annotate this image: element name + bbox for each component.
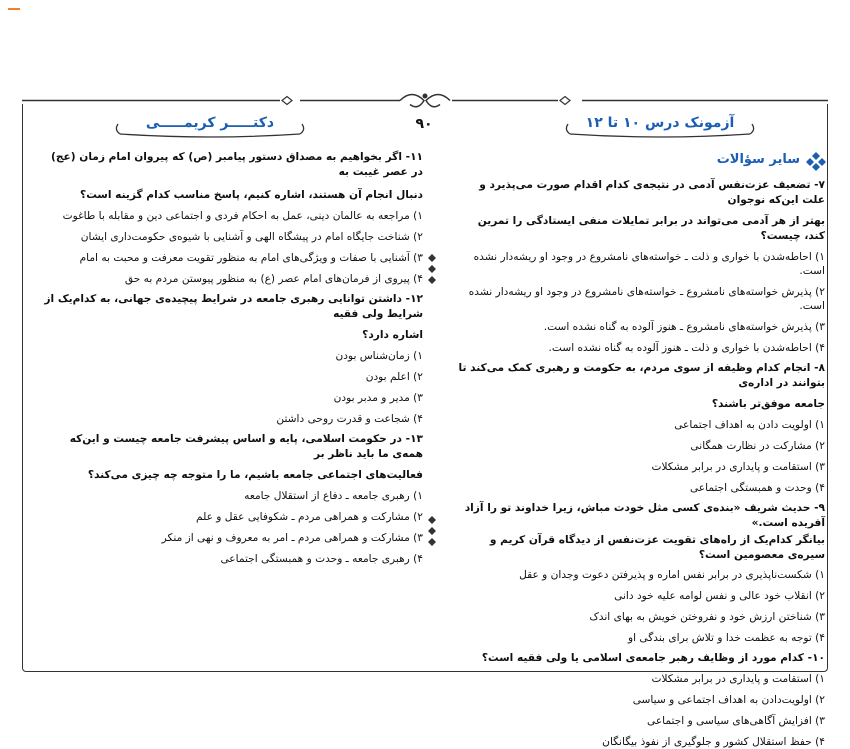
question-12 bbox=[38, 292, 423, 426]
section-title: سایر سؤالات bbox=[716, 152, 800, 167]
option: ۴) احاطه‌شدن با خواری و ذلت ـ هنوز آلوده به گناه نشده است. bbox=[548, 342, 825, 354]
question-text: ۸- انجام کدام وظیفه از سوی مردم، به حکومت و رهبری کمک می‌کند تا بتوانند در اداره‌ی bbox=[458, 362, 825, 389]
question-text: ۱۲- داشتن توانایی رهبری جامعه در شرایط پیچیده‌ی جهانی، به کدام‌یک از شرایط ولی فقیه bbox=[44, 293, 423, 320]
option: ۱) استقامت و پایداری در برابر مشکلات bbox=[651, 673, 825, 685]
corner-mark bbox=[8, 8, 20, 10]
question-8 bbox=[455, 361, 825, 495]
author-name: دکتـــــر کریمـــــی bbox=[145, 115, 275, 131]
diamond-cluster-icon bbox=[806, 151, 826, 171]
right-header-box bbox=[560, 110, 760, 138]
question-13 bbox=[38, 432, 423, 566]
page-number: ۹۰ bbox=[415, 116, 433, 132]
option: ۴) شجاعت و قدرت روحی داشتن bbox=[276, 413, 423, 425]
option: ۲) اعلم بودن bbox=[365, 371, 423, 383]
left-header-box bbox=[110, 110, 310, 138]
left-column bbox=[38, 150, 423, 566]
option: ۳) آشنایی با صفات و ویژگی‌های امام به منظور تقویت معرفت و محبت به امام bbox=[79, 252, 423, 264]
option: ۳) شناختن ارزش خود و نفروختن خویش به بهای اندک bbox=[589, 611, 825, 623]
option: ۳) پذیرش خواسته‌های نامشروع ـ هنوز آلوده به گناه نشده است. bbox=[543, 321, 825, 333]
option: ۳) مشارکت و همراهی مردم ـ امر به معروف و نهی از منکر bbox=[161, 532, 423, 544]
option: ۲) شناخت جایگاه امام در پیشگاه الهی و آشنایی با شیوه‌ی حکومت‌داری ایشان bbox=[80, 231, 423, 243]
question-text: ۱۳- در حکومت اسلامی، پایه و اساس پیشرفت جامعه چیست و این‌که همه‌ی ما باید ناظر بر bbox=[69, 433, 423, 460]
option: ۲) پذیرش خواسته‌های نامشروع ـ خواسته‌های نامشروع در وجود او ریشه‌دار نشده است. bbox=[468, 286, 825, 312]
option: ۴) وحدت و همبستگی اجتماعی bbox=[689, 482, 825, 494]
question-text: ۱۰- کدام مورد از وظایف رهبر جامعه‌ی اسلامی یا ولی فقیه است؟ bbox=[481, 652, 825, 664]
question-7 bbox=[455, 178, 825, 355]
option: ۲) انقلاب خود عالی و نفس لوامه علیه خود دانی bbox=[614, 590, 825, 602]
option: ۱) اولویت دادن به اهداف اجتماعی bbox=[674, 419, 825, 431]
right-column bbox=[455, 178, 825, 749]
quiz-title: آزمونک درس ۱۰ تا ۱۲ bbox=[585, 115, 735, 131]
question-text: ۹- حدیث شریف «بنده‌ی کسی مثل خودت مباش، زیرا خداوند تو را آزاد آفریده است.» bbox=[464, 502, 825, 529]
column-divider-icon bbox=[426, 516, 438, 546]
option: ۱) زمان‌شناس بودن bbox=[335, 350, 423, 362]
question-9 bbox=[455, 501, 825, 645]
question-text: بیانگر کدام‌یک از راه‌های تقویت عزت‌نفس از دیدگاه قرآن کریم و سیره‌ی معصومین است؟ bbox=[489, 534, 825, 561]
option: ۲) مشارکت و همراهی مردم ـ شکوفایی عقل و علم bbox=[196, 511, 423, 523]
option: ۱) احاطه‌شدن با خواری و ذلت ـ خواسته‌های نامشروع در وجود او ریشه‌دار نشده است. bbox=[473, 251, 825, 277]
option: ۴) پیروی از فرمان‌های امام عصر (ع) به منظور پیوستن مردم به حق bbox=[124, 273, 423, 285]
question-text: دنبال انجام آن هستند، اشاره کنیم، پاسخ مناسب کدام گزینه است؟ bbox=[80, 189, 423, 201]
question-10 bbox=[455, 651, 825, 749]
column-divider-icon bbox=[426, 254, 438, 284]
option: ۴) رهبری جامعه ـ وحدت و همبستگی اجتماعی bbox=[220, 553, 423, 565]
option: ۱) مراجعه به عالمان دینی، عمل به احکام فردی و اجتماعی دین و مقابله با طاغوت bbox=[62, 210, 423, 222]
option: ۲) مشارکت در نظارت همگانی bbox=[690, 440, 825, 452]
option: ۳) استقامت و پایداری در برابر مشکلات bbox=[651, 461, 825, 473]
question-text: اشاره دارد؟ bbox=[362, 329, 423, 341]
option: ۳) افزایش آگاهی‌های سیاسی و اجتماعی bbox=[647, 715, 825, 727]
option: ۱) شکست‌ناپذیری در برابر نفس اماره و پذیرفتن دعوت وجدان و عقل bbox=[519, 569, 825, 581]
option: ۴) توجه به عظمت خدا و تلاش برای بندگی او bbox=[628, 632, 825, 644]
question-text: فعالیت‌های اجتماعی جامعه باشیم، ما را متوجه چه چیزی می‌کند؟ bbox=[87, 469, 423, 481]
question-11 bbox=[38, 150, 423, 286]
option: ۱) رهبری جامعه ـ دفاع از استقلال جامعه bbox=[244, 490, 423, 502]
question-text: ۱۱- اگر بخواهیم به مصداق دستور پیامبر (ص) که پیروان امام زمان (عج) در عصر غیبت به bbox=[51, 151, 423, 178]
question-text: بهتر از هر آدمی می‌تواند در برابر تمایلات منفی ایستادگی را تمرین کند، چیست؟ bbox=[477, 215, 825, 242]
option: ۳) مدیر و مدبر بودن bbox=[333, 392, 423, 404]
option: ۴) حفظ استقلال کشور و جلوگیری از نفوذ بیگانگان bbox=[602, 736, 825, 748]
question-text: ۷- تضعیف عزت‌نفس آدمی در نتیجه‌ی کدام اقدام صورت می‌پذیرد و علت این‌که نوجوان bbox=[479, 179, 825, 206]
question-text: جامعه موفق‌تر باشند؟ bbox=[711, 398, 825, 410]
option: ۲) اولویت‌دادن به اهداف اجتماعی و سیاسی bbox=[632, 694, 825, 706]
